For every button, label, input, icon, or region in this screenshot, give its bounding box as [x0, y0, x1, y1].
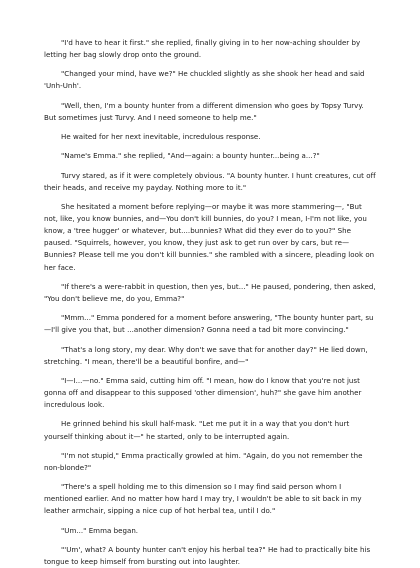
paragraph: "Changed your mind, have we?" He chuckled slightly as she shook her head and said 'Unh-Unh'.: [44, 69, 365, 91]
paragraph: "I'm not stupid," Emma practically growled at him. "Again, do you not remember the non-blonde?": [44, 450, 363, 472]
paragraph: "'Um', what? A bounty hunter can't enjoy his herbal tea?" He had to practically bite his tongue to keep himself from bursting out into laughter.: [44, 544, 371, 566]
paragraph: He grinned behind his skull half-mask. "Let me put it in a way that you don't hurt yourself thinking about it—" he started, only to be interrupted again.: [44, 419, 350, 441]
paragraph: "That's a long story, my dear. Why don't we save that for another day?" He lied down, stretching. "I mean, there'll be a beautiful bonfire, and—": [44, 344, 368, 366]
paragraph: "Name's Emma." she replied, "And—again: a bounty hunter...being a...?": [61, 151, 320, 161]
paragraph: She hesitated a moment before replying—or maybe it was more stammering—, "But not, like, you know bunnies, and—You don't kill bunnies, do you? I mean, I-I'm not like, you know, a 'tree hugger' or whatever, but....bunnies? What did they ever do to you?" She paused. "Squirrels, however, you know, they just ask to get run over by cars, but re—Bunnies? Please tell me you don't kill bunnies." she rambled with a sincere, pleading look on her face.: [44, 202, 375, 272]
paragraph: "Well, then, I'm a bounty hunter from a different dimension who goes by Topsy Turvy. But sometimes just Turvy. And I need someone to help me.": [44, 100, 364, 122]
paragraph: "I'd have to hear it first." she replied, finally giving in to her now-aching shoulder by letting her bag slowly drop onto the ground.: [44, 38, 361, 60]
paragraph: "I—I...—no." Emma said, cutting him off. "I mean, how do I know that you're not just gonna off and disappear to this supposed 'other dimension', huh?" she gave him another incredulous look.: [44, 375, 362, 410]
paragraph: "If there's a were-rabbit in question, then yes, but..." He paused, pondering, then asked, "You don't believe me, do you, Emma?": [44, 281, 376, 303]
paragraph: "There's a spell holding me to this dimension so I may find said person whom I mentioned earlier. And no matter how hard I may try, I wouldn't be able to sit back in my leather armchair, sipping a nice cup of hot herbal tea, until I do.": [44, 482, 362, 516]
paragraph: "Mmm..." Emma pondered for a moment before answering, "The bounty hunter part, su—I'll give you that, but ...another dimension? Gonna need a tad bit more convincing.": [44, 313, 374, 335]
paragraph: Turvy stared, as if it were completely obvious. "A bounty hunter. I hunt creatures, cut off their heads, and receive my payday. Nothing more to it.": [44, 170, 376, 192]
paragraph: "Um..." Emma began.: [61, 525, 139, 535]
paragraph: He waited for her next inevitable, incredulous response.: [61, 132, 261, 142]
